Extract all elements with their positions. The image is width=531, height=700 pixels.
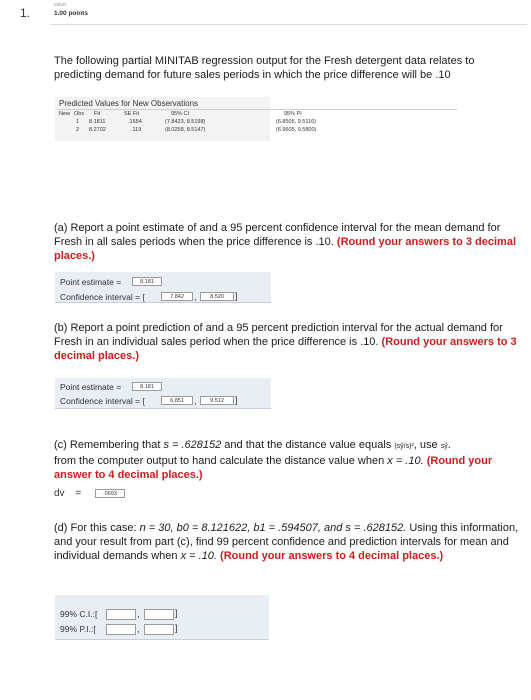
table-cell: 2 bbox=[76, 127, 80, 133]
part-c-instruction: (Round your answer to 4 decimal places.) bbox=[54, 455, 493, 481]
ci-label: 99% C.I.:[ bbox=[60, 609, 98, 619]
part-b-upper-input[interactable]: 9.512 bbox=[200, 396, 234, 405]
table-cell: 8.1811 bbox=[89, 119, 106, 125]
ci-lower-input[interactable] bbox=[106, 609, 136, 620]
dv-input[interactable]: .0693 bbox=[95, 489, 125, 498]
part-c-text: (c) Remembering that bbox=[54, 439, 164, 451]
part-c-text: . bbox=[447, 439, 451, 451]
comma: , bbox=[137, 624, 140, 634]
points-label: 1.00 points bbox=[54, 10, 88, 17]
intro-text: The following partial MINITAB regression output for the Fresh detergent data relates to predicting demand for future sales periods in which the price difference will be .10 bbox=[54, 55, 475, 81]
distance-formula: (sŷ/s)² bbox=[394, 443, 414, 450]
ci-upper-input[interactable] bbox=[144, 609, 174, 620]
part-b-instruction: (Round your answers to 3 decimal places.) bbox=[54, 336, 517, 362]
part-b-text: (b) Report a point prediction of and a 95 percent prediction interval for the actual demand for Fresh in an individual sales period when the price difference is .10. bbox=[54, 322, 503, 348]
part-a-lower-input[interactable]: 7.842 bbox=[161, 292, 193, 301]
col-header-95-ci: 95% CI bbox=[171, 111, 190, 117]
part-b-point-label: Point estimate = bbox=[60, 382, 122, 392]
header-divider bbox=[50, 24, 527, 25]
close-bracket: ] bbox=[175, 623, 178, 633]
table-cell: .1654 bbox=[128, 119, 142, 125]
part-d-text: (d) For this case: bbox=[54, 522, 140, 534]
x-value: x = .10. bbox=[387, 455, 424, 467]
part-a-instruction: (Round your answers to 3 decimal places.) bbox=[54, 236, 516, 262]
pi-label: 99% P.I.:[ bbox=[60, 624, 96, 634]
value-label: value: bbox=[54, 2, 68, 8]
col-header-95-pi: 95% PI bbox=[284, 111, 302, 117]
part-b-question bbox=[54, 321, 524, 363]
dv-label: dv = bbox=[54, 488, 82, 499]
predicted-values-title: Predicted Values for New Observations bbox=[59, 99, 199, 108]
part-a-interval-label: Confidence interval = [ bbox=[60, 292, 145, 302]
comma: , bbox=[194, 396, 197, 406]
part-a-text: (a) Report a point estimate of and a 95 percent confidence interval for the mean demand for Fresh in all sales periods when the price difference is .10. bbox=[54, 222, 501, 248]
part-a-point-label: Point estimate = bbox=[60, 277, 122, 287]
pi-lower-input[interactable] bbox=[106, 624, 136, 635]
part-c-text: and that the distance value equals bbox=[221, 439, 395, 451]
part-d-params: n = 30, b0 = 8.121622, b1 = .594507, and s = .628152. bbox=[139, 522, 407, 534]
table-cell: (7.8423, 8.5198) bbox=[165, 119, 206, 125]
question-number: 1. bbox=[20, 6, 31, 20]
s-yhat: sŷ bbox=[440, 443, 448, 450]
part-c-question bbox=[54, 438, 524, 482]
part-d-instruction: (Round your answers to 4 decimal places.) bbox=[220, 550, 444, 562]
part-d-text: Using this information, and your result from part (c), find 99 percent confidence and prediction intervals for mean and individual demands when bbox=[54, 522, 519, 562]
part-a-point-estimate-input[interactable]: 8.181 bbox=[132, 277, 162, 286]
close-bracket: ] bbox=[235, 395, 238, 405]
part-c-text: from the computer output to hand calculate the distance value when bbox=[54, 455, 388, 467]
part-b-lower-input[interactable]: 6.851 bbox=[161, 396, 193, 405]
part-b-point-estimate-input[interactable]: 8.181 bbox=[132, 382, 162, 391]
close-bracket: ] bbox=[175, 608, 178, 618]
table-cell: 8.2702 bbox=[89, 127, 106, 133]
col-header-obs: Obs bbox=[74, 111, 85, 117]
part-c-text: , use bbox=[413, 439, 441, 451]
x-value: x = .10. bbox=[180, 550, 217, 562]
table-cell: 1 bbox=[76, 119, 80, 125]
comma: , bbox=[194, 292, 197, 302]
pi-upper-input[interactable] bbox=[144, 624, 174, 635]
col-header-new: New bbox=[59, 111, 71, 117]
col-header-se-fit: SE Fit bbox=[124, 111, 139, 117]
table-cell: (8.0258, 8.5147) bbox=[165, 127, 206, 133]
close-bracket: ] bbox=[235, 291, 238, 301]
part-a-upper-input[interactable]: 8.520 bbox=[200, 292, 234, 301]
predicted-values-divider bbox=[57, 109, 457, 110]
s-value: s = .628152 bbox=[163, 439, 222, 451]
comma: , bbox=[137, 609, 140, 619]
table-cell: (6.9605, 9.5800) bbox=[276, 127, 317, 133]
col-header-fit: Fit bbox=[94, 111, 101, 117]
part-b-interval-label: Confidence interval = [ bbox=[60, 396, 145, 406]
part-d-question bbox=[54, 521, 528, 563]
part-a-question bbox=[54, 221, 524, 263]
table-cell: (6.8505, 9.5116) bbox=[276, 119, 316, 125]
table-cell: .119 bbox=[131, 127, 142, 133]
